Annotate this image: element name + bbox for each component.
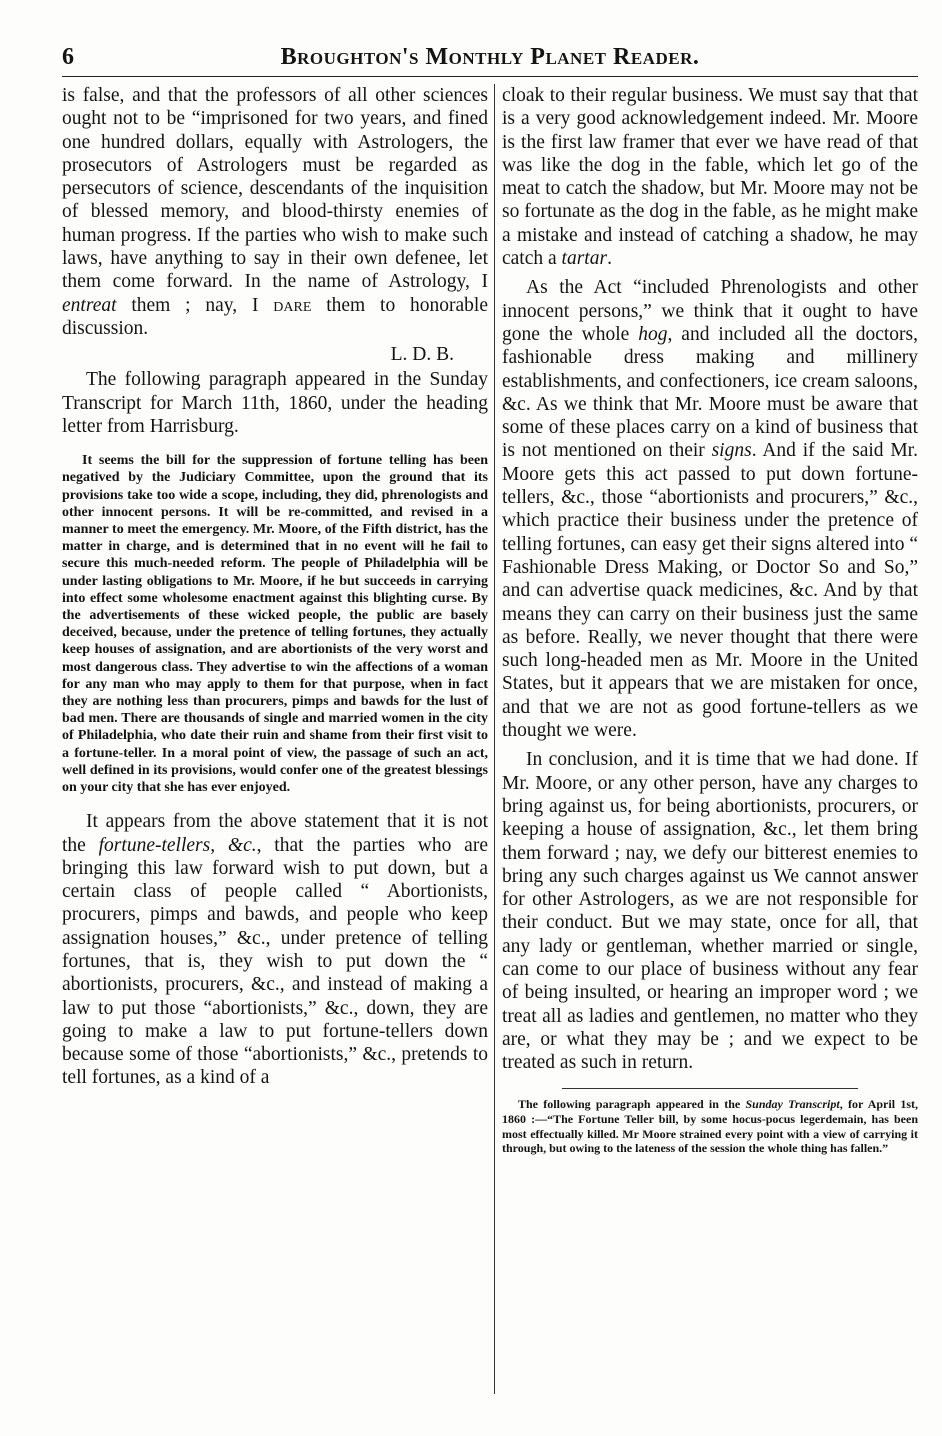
column-divider (494, 84, 495, 1394)
paragraph-continued: is false, and that the professors of all other sciences ought not to be “imprisoned for two years, and fined one hundred dollars, equally with Astrologers, the prosecutors of Astrologers must be regarded as persecutors of science, descendants of the inquisition of blessed memory, and blood-thirsty enemies of human progress. If the parties who wish to make such laws, have anything to say in their own defenee, let them come forward. In the name of Astrology, I entreat them ; nay, I dare them to honorable discussion. (62, 85, 488, 339)
page-header (62, 40, 918, 77)
right-column (502, 84, 918, 1156)
signature: L. D. B. (390, 344, 454, 366)
running-title: Broughton's Monthly Planet Reader. (280, 44, 700, 70)
page-number: 6 (62, 44, 74, 70)
paragraph-commentary: It appears from the above statement that it is not the fortune-tellers, &c., that the parties who are bringing this law forward wish to put down, but a certain class of people called “ Abortionists, procurers, pimps and bawds, and people who keep assignation houses,” &c., under pretence of telling fortunes, that is, they wish to put down the “ abortionists, procurers, &c., and instead of making a law to put those “abortionists,” &c., down, they are going to make a law to put fortune-tellers down because some of those “abortionists,” &c., pretends to tell fortunes, as a kind of a (62, 811, 488, 1089)
paragraph-cloak: cloak to their regular business. We must say that that is a very good acknowledgement indeed. Mr. Moore is the first law framer that ever we have read of that was like the dog in the fable, which let go of the meat to catch the shadow, but Mr. Moore may not be so fortunate as the dog in the fable, as he might make a mistake and instead of catching a shadow, he may catch a tartar. (502, 85, 918, 270)
footnote: The following paragraph appeared in the Sunday Transcript, for April 1st, 1860 :—“The Fortune Teller bill, by some hocus-pocus legerdemain, has been most effectually killed. Mr Moore strained every point with a view of carrying it through, but owing to the lateness of the session the whole thing has fallen.” (502, 1097, 918, 1156)
paragraph-conclusion: In conclusion, and it is time that we had done. If Mr. Moore, or any other person, have any charges to bring against us, for being abortionists, procurers, or keeping a house of assignation, &c., let them bring them forward ; nay, we defy our bitterest enemies to bring any such charges against us We cannot answer for other Astrologers, as we are not responsible for their conduct. But we may state, once for all, that any lady or gentleman, whether married or single, can come to our place of business without any fear of being insulted, or hearing an improper word ; we treat all as ladies and gentlemen, no matter who they are, or what they may be ; and we expect to be treated as such in return. (502, 749, 918, 1074)
paragraph-act: As the Act “included Phrenologists and other innocent persons,” we think that it ought to have gone the whole hog, and included all the doctors, fashionable dress making and millinery establishments, and confectioners, ice cream saloons, &c. As we think that Mr. Moore must be aware that some of these places carry on a kind of business that is not mentioned on their signs. And if the said Mr. Moore gets this act passed to put down fortune-tellers, &c., those “abortionists and procurers,” &c., which practice their business under the pretence of telling fortunes, can easy get their signs altered into “ Fashionable Dress Making, or Doctor So and So,” and can advertise quack medicines, &c. And by that means they can carry on their business just the same as before. Really, we never thought that there were such long-headed men as Mr. Moore in the United States, but it appears that we are mistaken for once, and that we are not as good fortune-tellers as we thought we were. (502, 277, 918, 742)
footnote-rule (562, 1088, 858, 1089)
quoted-paragraph: It seems the bill for the suppression of fortune telling has been negatived by the Judiciary Committee, upon the ground that its provisions take too wide a scope, including, they did, phrenologists and other innocent persons. It will be re-committed, and revised in a manner to meet the emergency. Mr. Moore, of the Fifth district, has the matter in charge, and is determined that in no event will he fail to secure this much-needed reform. The people of Philadelphia will be under lasting obligations to Mr. Moore, if he but succeeds in carrying into effect some wholesome enactment against this blighting curse. By the advertisements of these wicked people, the public are basely deceived, because, under the pretence of telling fortunes, they actually keep houses of assignation, and are abortionists of the very worst and most dangerous class. They advertise to win the affections of a woman for any man who may apply to them for that purpose, when in fact they are nothing less than procurers, pimps and bawds for the lust of bad men. There are thousands of single and married women in the city of Philadelphia, who date their ruin and shame from their first visit to a fortune-teller. In a moral point of view, the passage of such an act, well defined in its provisions, would confer one of the greatest blessings on your city that she has ever enjoyed. (62, 453, 488, 796)
paragraph-intro-quote: The following paragraph appeared in the Sunday Transcript for March 11th, 1860, under the heading letter from Harrisburg. (62, 369, 488, 437)
left-column (62, 84, 488, 1090)
